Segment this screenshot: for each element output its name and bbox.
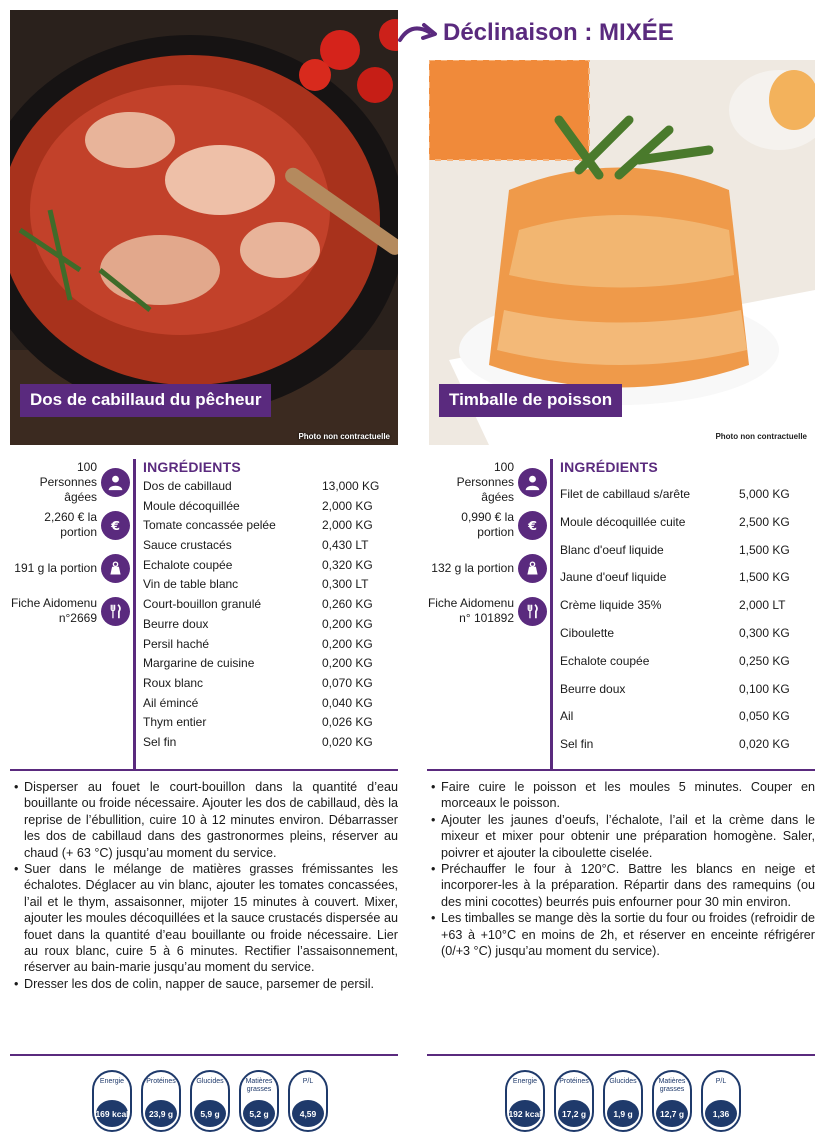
- ingredient-name: Ail émincé: [143, 695, 199, 710]
- ingredient-name: Echalote coupée: [143, 557, 233, 572]
- ingredient-row: [143, 694, 398, 714]
- ingredient-qty: 0,300 KG: [739, 625, 790, 640]
- nutrition-energy: [505, 1070, 545, 1132]
- nutrition-value: 23,9 g: [145, 1100, 177, 1127]
- ingredient-row: [560, 592, 815, 620]
- nutrition-proteins: [141, 1070, 181, 1132]
- ingredient-name: Sel fin: [560, 737, 594, 752]
- ingredient-row: [143, 477, 398, 497]
- price-info: [10, 505, 130, 545]
- step-item: • Suer dans le mélange de matières grasses frémissantes les échalotes. Déglacer au vin blanc, ajouter les tomates concassées, l’ail et le thym, assaisonner, mijoter 15 minutes à couvert. Mixer, ajouter les moules décoquillées et la sauce crustacés dispersée au fouet dans la quantité d’eau bouillante ou froide nécessaire. Lier au roux blanc, cuire 5 à 6 minutes. Rectifier l’assaisonnement, réserver au bain-marie jusqu’au moment du service.: [14, 861, 398, 976]
- nutrition-label: Glucides: [609, 1078, 637, 1085]
- recipe-card-left: [10, 0, 398, 1144]
- ingredient-name: Sel fin: [143, 734, 177, 749]
- ingredients-divider: [550, 459, 553, 769]
- ingredient-row: [143, 733, 398, 753]
- nutrition-label: P/L: [302, 1078, 314, 1085]
- ingredient-name: Tomate concassée pelée: [143, 518, 276, 533]
- nutrition-label: Matières grasses: [245, 1078, 273, 1093]
- euro-icon: [518, 511, 547, 540]
- step-item: • Préchauffer le four à 120°C. Battre les blancs en neige et incorporer-les à la préparation. Répartir dans des ramequins (ou des mini cocottes) beurrés puis enfourner pour 30 min environ.: [431, 861, 815, 910]
- recipe-title: Timballe de poisson: [439, 384, 622, 417]
- ingredient-qty: 0,320 KG: [322, 557, 373, 572]
- nutrition-value: 5,9 g: [194, 1100, 226, 1127]
- svg-text:€: €: [111, 518, 120, 534]
- ingredient-qty: 5,000 KG: [739, 487, 790, 501]
- ingredient-name: Thym entier: [143, 715, 207, 730]
- portion-weight-info: [10, 548, 130, 588]
- ingredient-qty: 2,000 KG: [322, 498, 373, 513]
- ingredient-row: [560, 537, 815, 565]
- step-item: • Dresser les dos de colin, napper de sauce, parsemer de persil.: [14, 976, 398, 992]
- photo-disclaimer: Photo non contractuelle: [715, 432, 807, 441]
- ingredient-row: [143, 713, 398, 733]
- step-item: • Disperser au fouet le court-bouillon dans la quantité d’eau bouillante ou froide nécessaire. Ajouter les dos de cabillaud, dès la reprise de l’ébullition, cuire 10 à 12 minutes environ. Débarrasser les dos de cabillaud dans des gastronormes pleins, réserver au chaud (+ 63 °C) jusqu’au moment du service.: [14, 779, 398, 861]
- recipe-reference-info: [10, 591, 130, 631]
- section-divider: [10, 1054, 398, 1056]
- ingredient-row: [560, 703, 815, 731]
- step-item: • Ajouter les jaunes d’oeufs, l’échalote, l’ail et la crème dans le mixeur et mixer pour obtenir une préparation homogène. Saler, poivrer et ajouter la ciboulette ciselée.: [431, 812, 815, 861]
- nutrition-facts: [505, 1070, 741, 1132]
- ingredient-qty: 0,200 KG: [322, 636, 373, 651]
- servings-info: [427, 459, 547, 504]
- nutrition-value: 4,59: [292, 1100, 324, 1127]
- nutrition-label: Energie: [99, 1078, 125, 1085]
- ingredient-qty: 2,000 LT: [739, 598, 786, 613]
- nutrition-fat: [239, 1070, 279, 1132]
- ingredient-name: Crème liquide 35%: [560, 598, 662, 613]
- recipe-reference-info: [427, 591, 547, 631]
- ingredient-name: Court-bouillon granulé: [143, 597, 262, 612]
- ingredients-divider: [133, 459, 136, 769]
- ingredient-row: [560, 676, 815, 704]
- section-divider: [427, 1054, 815, 1056]
- step-item: • Faire cuire le poisson et les moules 5 minutes. Couper en morceaux le poisson.: [431, 779, 815, 812]
- nutrition-energy: [92, 1070, 132, 1132]
- ingredient-name: Ail: [560, 709, 574, 724]
- cutlery-icon: [518, 597, 547, 626]
- ingredient-name: Echalote coupée: [560, 653, 650, 668]
- ingredients-title: INGRÉDIENTS: [560, 459, 658, 475]
- preparation-steps: [431, 779, 815, 959]
- ingredient-qty: 0,200 KG: [322, 656, 373, 671]
- ingredient-qty: 0,070 KG: [322, 675, 373, 690]
- nutrition-proteins: [554, 1070, 594, 1132]
- portion-weight-text: 132 g la portion: [431, 560, 514, 575]
- ingredient-name: Blanc d'oeuf liquide: [560, 542, 664, 557]
- servings-text: 100 Personnes âgées: [39, 459, 97, 504]
- ingredient-qty: 0,050 KG: [739, 709, 790, 724]
- nutrition-label: Protéines: [146, 1078, 176, 1085]
- svg-text:€: €: [528, 518, 537, 534]
- nutrition-pl-ratio: [288, 1070, 328, 1132]
- ingredient-qty: 0,260 KG: [322, 597, 373, 612]
- nutrition-carbs: [603, 1070, 643, 1132]
- recipe-info: [10, 459, 130, 634]
- ingredient-row: [143, 556, 398, 576]
- nutrition-value: 169 kcal: [96, 1100, 128, 1127]
- ingredient-name: Filet de cabillaud s/arête: [560, 487, 691, 501]
- nutrition-value: 12,7 g: [656, 1100, 688, 1127]
- ingredient-row: [560, 564, 815, 592]
- person-icon: [101, 468, 130, 497]
- preparation-steps: [14, 779, 398, 992]
- ingredient-qty: 1,500 KG: [739, 570, 790, 585]
- ingredient-name: Vin de table blanc: [143, 577, 239, 592]
- euro-icon: [101, 511, 130, 540]
- ingredient-name: Roux blanc: [143, 675, 204, 690]
- step-item: • Les timballes se mange dès la sortie du four ou froides (refroidir de +63 à +10°C en moins de 2h, et réserver en enceinte réfrigérer (0/+3 °C) jusqu’au moment du service).: [431, 910, 815, 959]
- ingredient-row: [143, 575, 398, 595]
- ingredient-row: [560, 509, 815, 537]
- recipe-photo-left: [10, 10, 398, 445]
- ingredient-qty: 0,026 KG: [322, 715, 373, 730]
- ingredient-name: Jaune d'oeuf liquide: [560, 570, 667, 585]
- ingredient-qty: 1,500 KG: [739, 542, 790, 557]
- scale-icon: [518, 554, 547, 583]
- ingredient-qty: 0,300 LT: [322, 577, 369, 592]
- ingredient-name: Margarine de cuisine: [143, 656, 255, 671]
- variation-title: Déclinaison : MIXÉE: [443, 19, 674, 46]
- curved-arrow-icon: [397, 20, 441, 46]
- recipe-info: [427, 459, 547, 634]
- servings-text: 100 Personnes âgées: [456, 459, 514, 504]
- recipe-card-right: [427, 0, 815, 1144]
- ingredient-row: [143, 654, 398, 674]
- ingredient-name: Dos de cabillaud: [143, 479, 232, 493]
- ingredient-row: [143, 497, 398, 517]
- recipe-reference-text: Fiche Aidomenu n°2669: [10, 596, 97, 625]
- ingredient-row: [560, 731, 815, 759]
- nutrition-label: P/L: [715, 1078, 727, 1085]
- ingredient-qty: 13,000 KG: [322, 479, 380, 493]
- nutrition-label: Energie: [512, 1078, 538, 1085]
- nutrition-pl-ratio: [701, 1070, 741, 1132]
- ingredients-list: [560, 459, 815, 759]
- ingredient-qty: 0,100 KG: [739, 681, 790, 696]
- ingredient-name: Beurre doux: [143, 616, 209, 631]
- nutrition-label: Protéines: [559, 1078, 589, 1085]
- ingredient-name: Beurre doux: [560, 681, 626, 696]
- recipe-photo-right: [429, 60, 815, 445]
- ingredient-row: [143, 536, 398, 556]
- nutrition-value: 192 kcal: [509, 1100, 541, 1127]
- ingredient-name: Moule décoquillée cuite: [560, 514, 686, 529]
- fish-stew-image: [10, 10, 398, 445]
- ingredient-row: [560, 481, 815, 509]
- ingredients-list: [143, 459, 398, 753]
- price-text: 0,990 € la portion: [461, 510, 514, 539]
- nutrition-fat: [652, 1070, 692, 1132]
- ingredient-row: [560, 620, 815, 648]
- ingredient-name: Moule décoquillée: [143, 498, 240, 513]
- nutrition-carbs: [190, 1070, 230, 1132]
- ingredient-name: Persil haché: [143, 636, 210, 651]
- ingredient-row: [143, 595, 398, 615]
- nutrition-value: 1,9 g: [607, 1100, 639, 1127]
- ingredient-row: [560, 648, 815, 676]
- recipe-reference-text: Fiche Aidomenu n° 101892: [427, 596, 514, 625]
- ingredient-qty: 0,430 LT: [322, 538, 369, 553]
- nutrition-label: Matières grasses: [658, 1078, 686, 1093]
- ingredients-title: INGRÉDIENTS: [143, 459, 241, 475]
- person-icon: [518, 468, 547, 497]
- nutrition-value: 5,2 g: [243, 1100, 275, 1127]
- nutrition-value: 17,2 g: [558, 1100, 590, 1127]
- price-text: 2,260 € la portion: [44, 510, 97, 539]
- ingredient-name: Ciboulette: [560, 625, 615, 640]
- portion-weight-text: 191 g la portion: [14, 560, 97, 575]
- variation-header: [397, 16, 674, 50]
- ingredient-qty: 0,040 KG: [322, 695, 373, 710]
- ingredient-qty: 2,000 KG: [322, 518, 373, 533]
- section-divider: [427, 769, 815, 771]
- photo-disclaimer: Photo non contractuelle: [298, 432, 390, 441]
- ingredient-qty: 0,020 KG: [322, 734, 373, 749]
- servings-info: [10, 459, 130, 504]
- price-info: [427, 505, 547, 545]
- ingredient-qty: 0,200 KG: [322, 616, 373, 631]
- ingredient-row: [143, 615, 398, 635]
- ingredient-qty: 0,020 KG: [739, 737, 790, 752]
- ingredient-row: [143, 674, 398, 694]
- nutrition-facts: [92, 1070, 328, 1132]
- ingredient-row: [143, 516, 398, 536]
- ingredient-qty: 0,250 KG: [739, 653, 790, 668]
- portion-weight-info: [427, 548, 547, 588]
- ingredient-qty: 2,500 KG: [739, 514, 790, 529]
- scale-icon: [101, 554, 130, 583]
- cutlery-icon: [101, 597, 130, 626]
- ingredient-row: [143, 635, 398, 655]
- nutrition-label: Glucides: [196, 1078, 224, 1085]
- recipe-title: Dos de cabillaud du pêcheur: [20, 384, 271, 417]
- ingredient-name: Sauce crustacés: [143, 538, 232, 553]
- nutrition-value: 1,36: [705, 1100, 737, 1127]
- section-divider: [10, 769, 398, 771]
